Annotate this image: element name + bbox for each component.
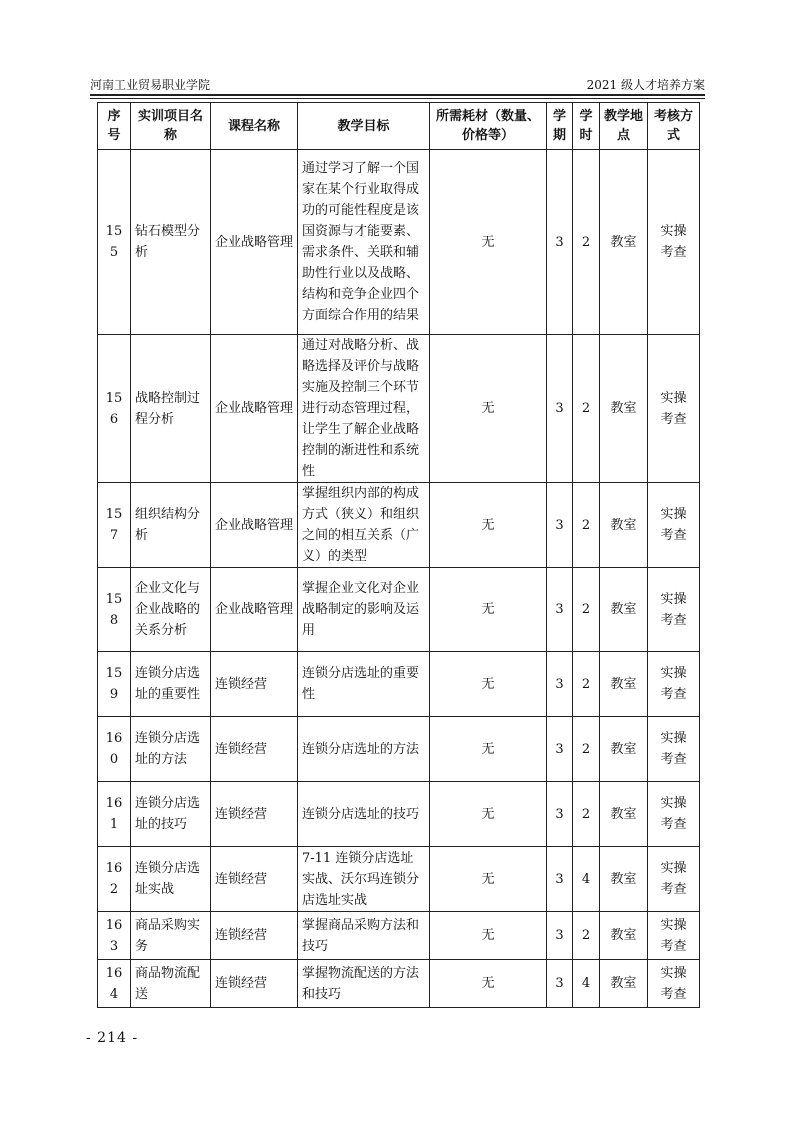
table-row [98,847,700,912]
training-projects-table [97,102,700,1008]
cell-no: 163 [98,912,131,960]
cell-goal: 连锁分店选址的方法 [298,717,430,782]
col-header-assessment: 考核方式 [648,103,700,150]
cell-materials: 无 [430,912,547,960]
header-plan-title: 2021 级人才培养方案 [586,78,705,92]
cell-place: 教室 [600,847,648,912]
cell-goal: 通过对战略分析、战略选择及评价与战略实施及控制三个环节进行动态管理过程，让学生了解企业战略控制的渐进性和系统性 [298,335,430,483]
cell-project-name: 商品物流配送 [131,960,211,1008]
cell-assessment: 实操考查 [648,150,700,335]
cell-term: 3 [547,847,573,912]
cell-place: 教室 [600,652,648,717]
page-number: - 214 - [86,1030,139,1046]
cell-course: 连锁经营 [211,960,298,1008]
cell-no: 160 [98,717,131,782]
cell-goal: 通过学习了解一个国家在某个行业取得成功的可能性程度是该国资源与才能要素、需求条件、关联和辅助性行业以及战略、结构和竞争企业四个方面综合作用的结果 [298,150,430,335]
cell-place: 教室 [600,150,648,335]
cell-project-name: 连锁分店选址实战 [131,847,211,912]
col-header-hours: 学时 [573,103,600,150]
col-header-no: 序号 [98,103,131,150]
cell-no: 158 [98,568,131,652]
cell-materials: 无 [430,960,547,1008]
cell-term: 3 [547,568,573,652]
cell-hours: 2 [573,568,600,652]
cell-course: 连锁经营 [211,912,298,960]
cell-assessment: 实操考查 [648,652,700,717]
cell-hours: 2 [573,782,600,847]
cell-goal: 7-11 连锁分店选址实战、沃尔玛连锁分店选址实战 [298,847,430,912]
cell-place: 教室 [600,960,648,1008]
cell-term: 3 [547,960,573,1008]
cell-no: 162 [98,847,131,912]
cell-assessment: 实操考查 [648,717,700,782]
cell-materials: 无 [430,335,547,483]
cell-place: 教室 [600,483,648,568]
cell-no: 164 [98,960,131,1008]
cell-materials: 无 [430,150,547,335]
cell-assessment: 实操考查 [648,912,700,960]
cell-goal: 掌握企业文化对企业战略制定的影响及运用 [298,568,430,652]
cell-goal: 掌握物流配送的方法和技巧 [298,960,430,1008]
cell-project-name: 连锁分店选址的技巧 [131,782,211,847]
cell-term: 3 [547,652,573,717]
cell-hours: 4 [573,960,600,1008]
col-header-place: 教学地点 [600,103,648,150]
cell-project-name: 企业文化与企业战略的关系分析 [131,568,211,652]
header-rule-thick [90,94,705,96]
cell-course: 连锁经营 [211,847,298,912]
cell-assessment: 实操考查 [648,568,700,652]
cell-goal: 掌握商品采购方法和技巧 [298,912,430,960]
cell-no: 159 [98,652,131,717]
cell-place: 教室 [600,782,648,847]
cell-goal: 掌握组织内部的构成方式（狭义）和组织之间的相互关系（广义）的类型 [298,483,430,568]
cell-course: 企业战略管理 [211,568,298,652]
cell-project-name: 组织结构分析 [131,483,211,568]
cell-course: 企业战略管理 [211,150,298,335]
cell-hours: 2 [573,150,600,335]
cell-materials: 无 [430,483,547,568]
table-row [98,483,700,568]
col-header-course: 课程名称 [211,103,298,150]
cell-hours: 2 [573,335,600,483]
cell-term: 3 [547,782,573,847]
cell-materials: 无 [430,652,547,717]
cell-project-name: 连锁分店选址的方法 [131,717,211,782]
col-header-goal: 教学目标 [298,103,430,150]
cell-course: 连锁经营 [211,652,298,717]
cell-assessment: 实操考查 [648,960,700,1008]
page-header [90,76,705,94]
cell-place: 教室 [600,912,648,960]
cell-course: 企业战略管理 [211,483,298,568]
cell-assessment: 实操考查 [648,483,700,568]
cell-place: 教室 [600,568,648,652]
cell-term: 3 [547,150,573,335]
cell-project-name: 战略控制过程分析 [131,335,211,483]
col-header-project-name: 实训项目名称 [131,103,211,150]
col-header-materials: 所需耗材（数量、价格等） [430,103,547,150]
header-rule-thin [90,98,705,99]
cell-goal: 连锁分店选址的重要性 [298,652,430,717]
cell-materials: 无 [430,782,547,847]
cell-materials: 无 [430,847,547,912]
cell-project-name: 商品采购实务 [131,912,211,960]
cell-no: 155 [98,150,131,335]
cell-place: 教室 [600,335,648,483]
cell-hours: 2 [573,483,600,568]
cell-no: 156 [98,335,131,483]
table-row [98,782,700,847]
cell-place: 教室 [600,717,648,782]
table-header-row [98,103,700,150]
col-header-term: 学期 [547,103,573,150]
header-school-name: 河南工业贸易职业学院 [90,78,211,92]
cell-hours: 4 [573,847,600,912]
cell-no: 157 [98,483,131,568]
table-row [98,150,700,335]
cell-term: 3 [547,335,573,483]
cell-hours: 2 [573,717,600,782]
cell-goal: 连锁分店选址的技巧 [298,782,430,847]
cell-assessment: 实操考查 [648,847,700,912]
table-row [98,960,700,1008]
cell-hours: 2 [573,912,600,960]
cell-term: 3 [547,483,573,568]
cell-term: 3 [547,717,573,782]
cell-term: 3 [547,912,573,960]
cell-project-name: 钻石模型分析 [131,150,211,335]
cell-project-name: 连锁分店选址的重要性 [131,652,211,717]
cell-assessment: 实操考查 [648,782,700,847]
cell-no: 161 [98,782,131,847]
table-row [98,912,700,960]
cell-assessment: 实操考查 [648,335,700,483]
cell-course: 连锁经营 [211,717,298,782]
cell-materials: 无 [430,717,547,782]
cell-course: 企业战略管理 [211,335,298,483]
cell-materials: 无 [430,568,547,652]
cell-hours: 2 [573,652,600,717]
table-row [98,717,700,782]
table-row [98,652,700,717]
cell-course: 连锁经营 [211,782,298,847]
table-row [98,335,700,483]
table-row [98,568,700,652]
